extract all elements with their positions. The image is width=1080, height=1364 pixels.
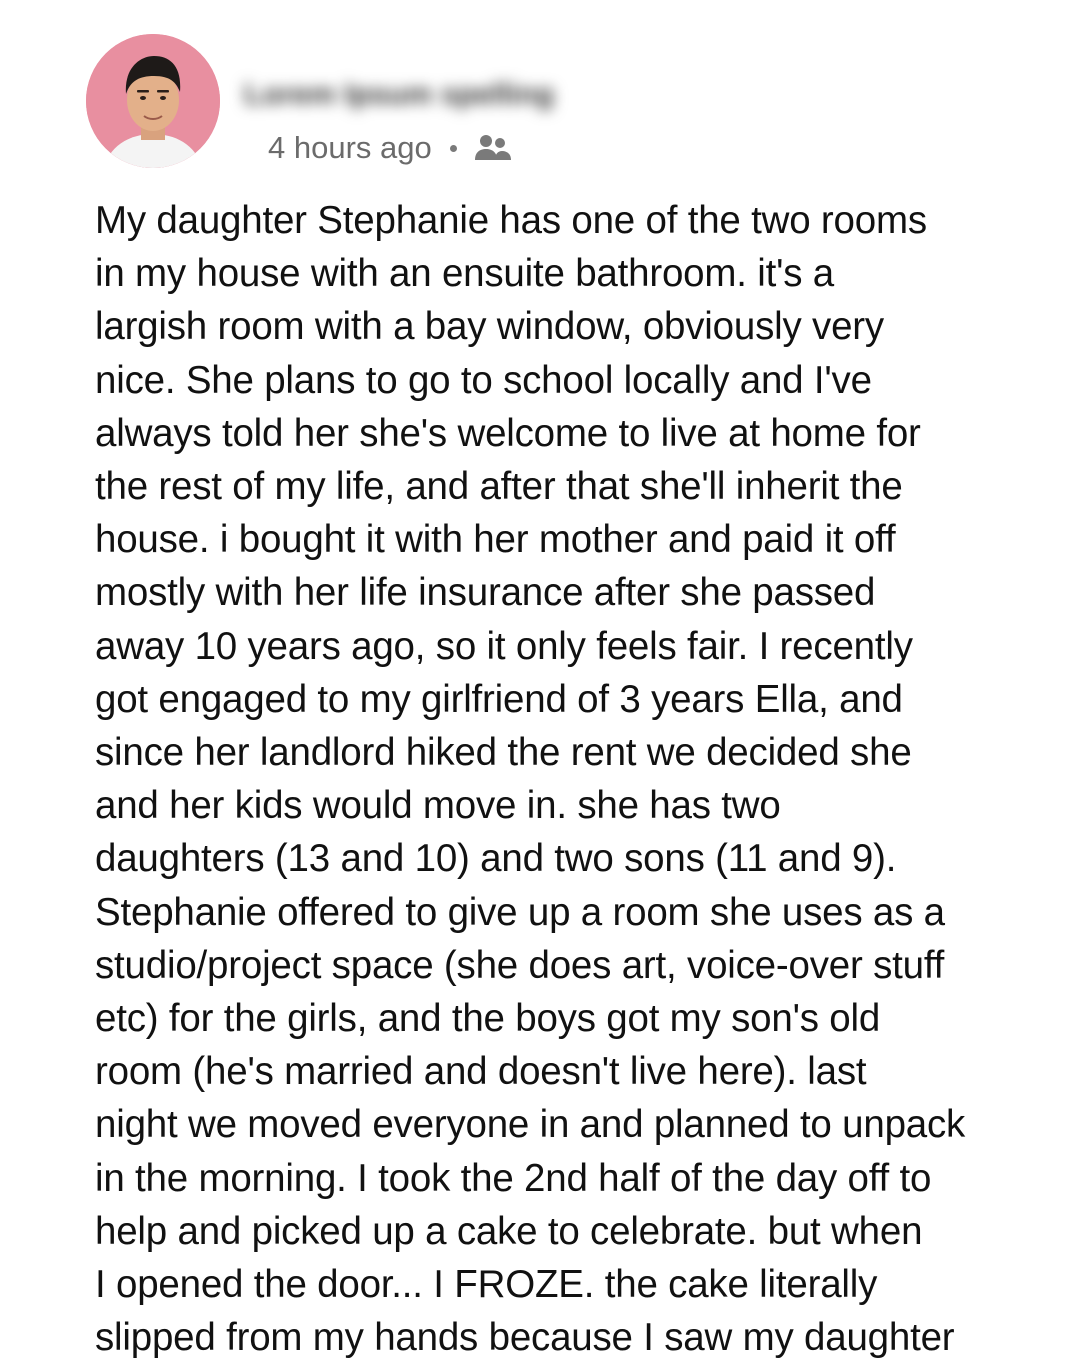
author-name[interactable]: Lorem Ipsum spelling bbox=[244, 78, 555, 111]
post-body-line: Stephanie offered to give up a room she uses as a bbox=[95, 890, 945, 934]
post-body-line: since her landlord hiked the rent we decided she bbox=[95, 731, 912, 775]
post-body-line: My daughter Stephanie has one of the two rooms bbox=[95, 199, 927, 242]
meta-separator-dot bbox=[450, 145, 457, 152]
post-body-line: away 10 years ago, so it only feels fair. I recently bbox=[95, 624, 913, 668]
friends-icon[interactable] bbox=[473, 132, 513, 164]
post-body-line: etc) for the girls, and the boys got my son's old bbox=[95, 997, 881, 1041]
post-body-line: in the morning. I took the 2nd half of the day off to bbox=[95, 1156, 932, 1200]
post-time[interactable]: 4 hours ago bbox=[268, 130, 432, 165]
post-body-line: largish room with a bay window, obviously very bbox=[95, 305, 884, 349]
post-body-line: daughters (13 and 10) and two sons (11 and 9). bbox=[95, 837, 897, 881]
author-avatar[interactable] bbox=[86, 34, 220, 168]
post-header bbox=[86, 34, 986, 168]
post-body-line: the rest of my life, and after that she'll inherit the bbox=[95, 465, 903, 509]
post-body-line: mostly with her life insurance after she passed bbox=[95, 571, 876, 615]
post-body-line: got engaged to my girlfriend of 3 years Ella, and bbox=[95, 677, 903, 721]
post-body-line: slipped from my hands because I saw my daughter bbox=[95, 1316, 955, 1360]
post-body-line: in my house with an ensuite bathroom. it's a bbox=[95, 252, 834, 296]
post-meta bbox=[268, 130, 513, 166]
post-body-line: night we moved everyone in and planned to unpack bbox=[95, 1103, 966, 1147]
post-body-line: and her kids would move in. she has two bbox=[95, 784, 781, 828]
post-body-line: I opened the door... I FROZE. the cake literally bbox=[95, 1263, 878, 1307]
post-body-line: room (he's married and doesn't live here). last bbox=[95, 1050, 867, 1094]
post-body-text bbox=[95, 194, 1030, 1364]
post-body-line: house. i bought it with her mother and paid it off bbox=[95, 518, 896, 562]
post-body-line: nice. She plans to go to school locally and I've bbox=[95, 358, 872, 402]
post-body-line: always told her she's welcome to live at home for bbox=[95, 411, 921, 455]
post-body-line: help and picked up a cake to celebrate. but when bbox=[95, 1209, 923, 1253]
avatar-photo-icon bbox=[86, 34, 220, 168]
post-body-line: studio/project space (she does art, voice-over stuff bbox=[95, 943, 945, 987]
